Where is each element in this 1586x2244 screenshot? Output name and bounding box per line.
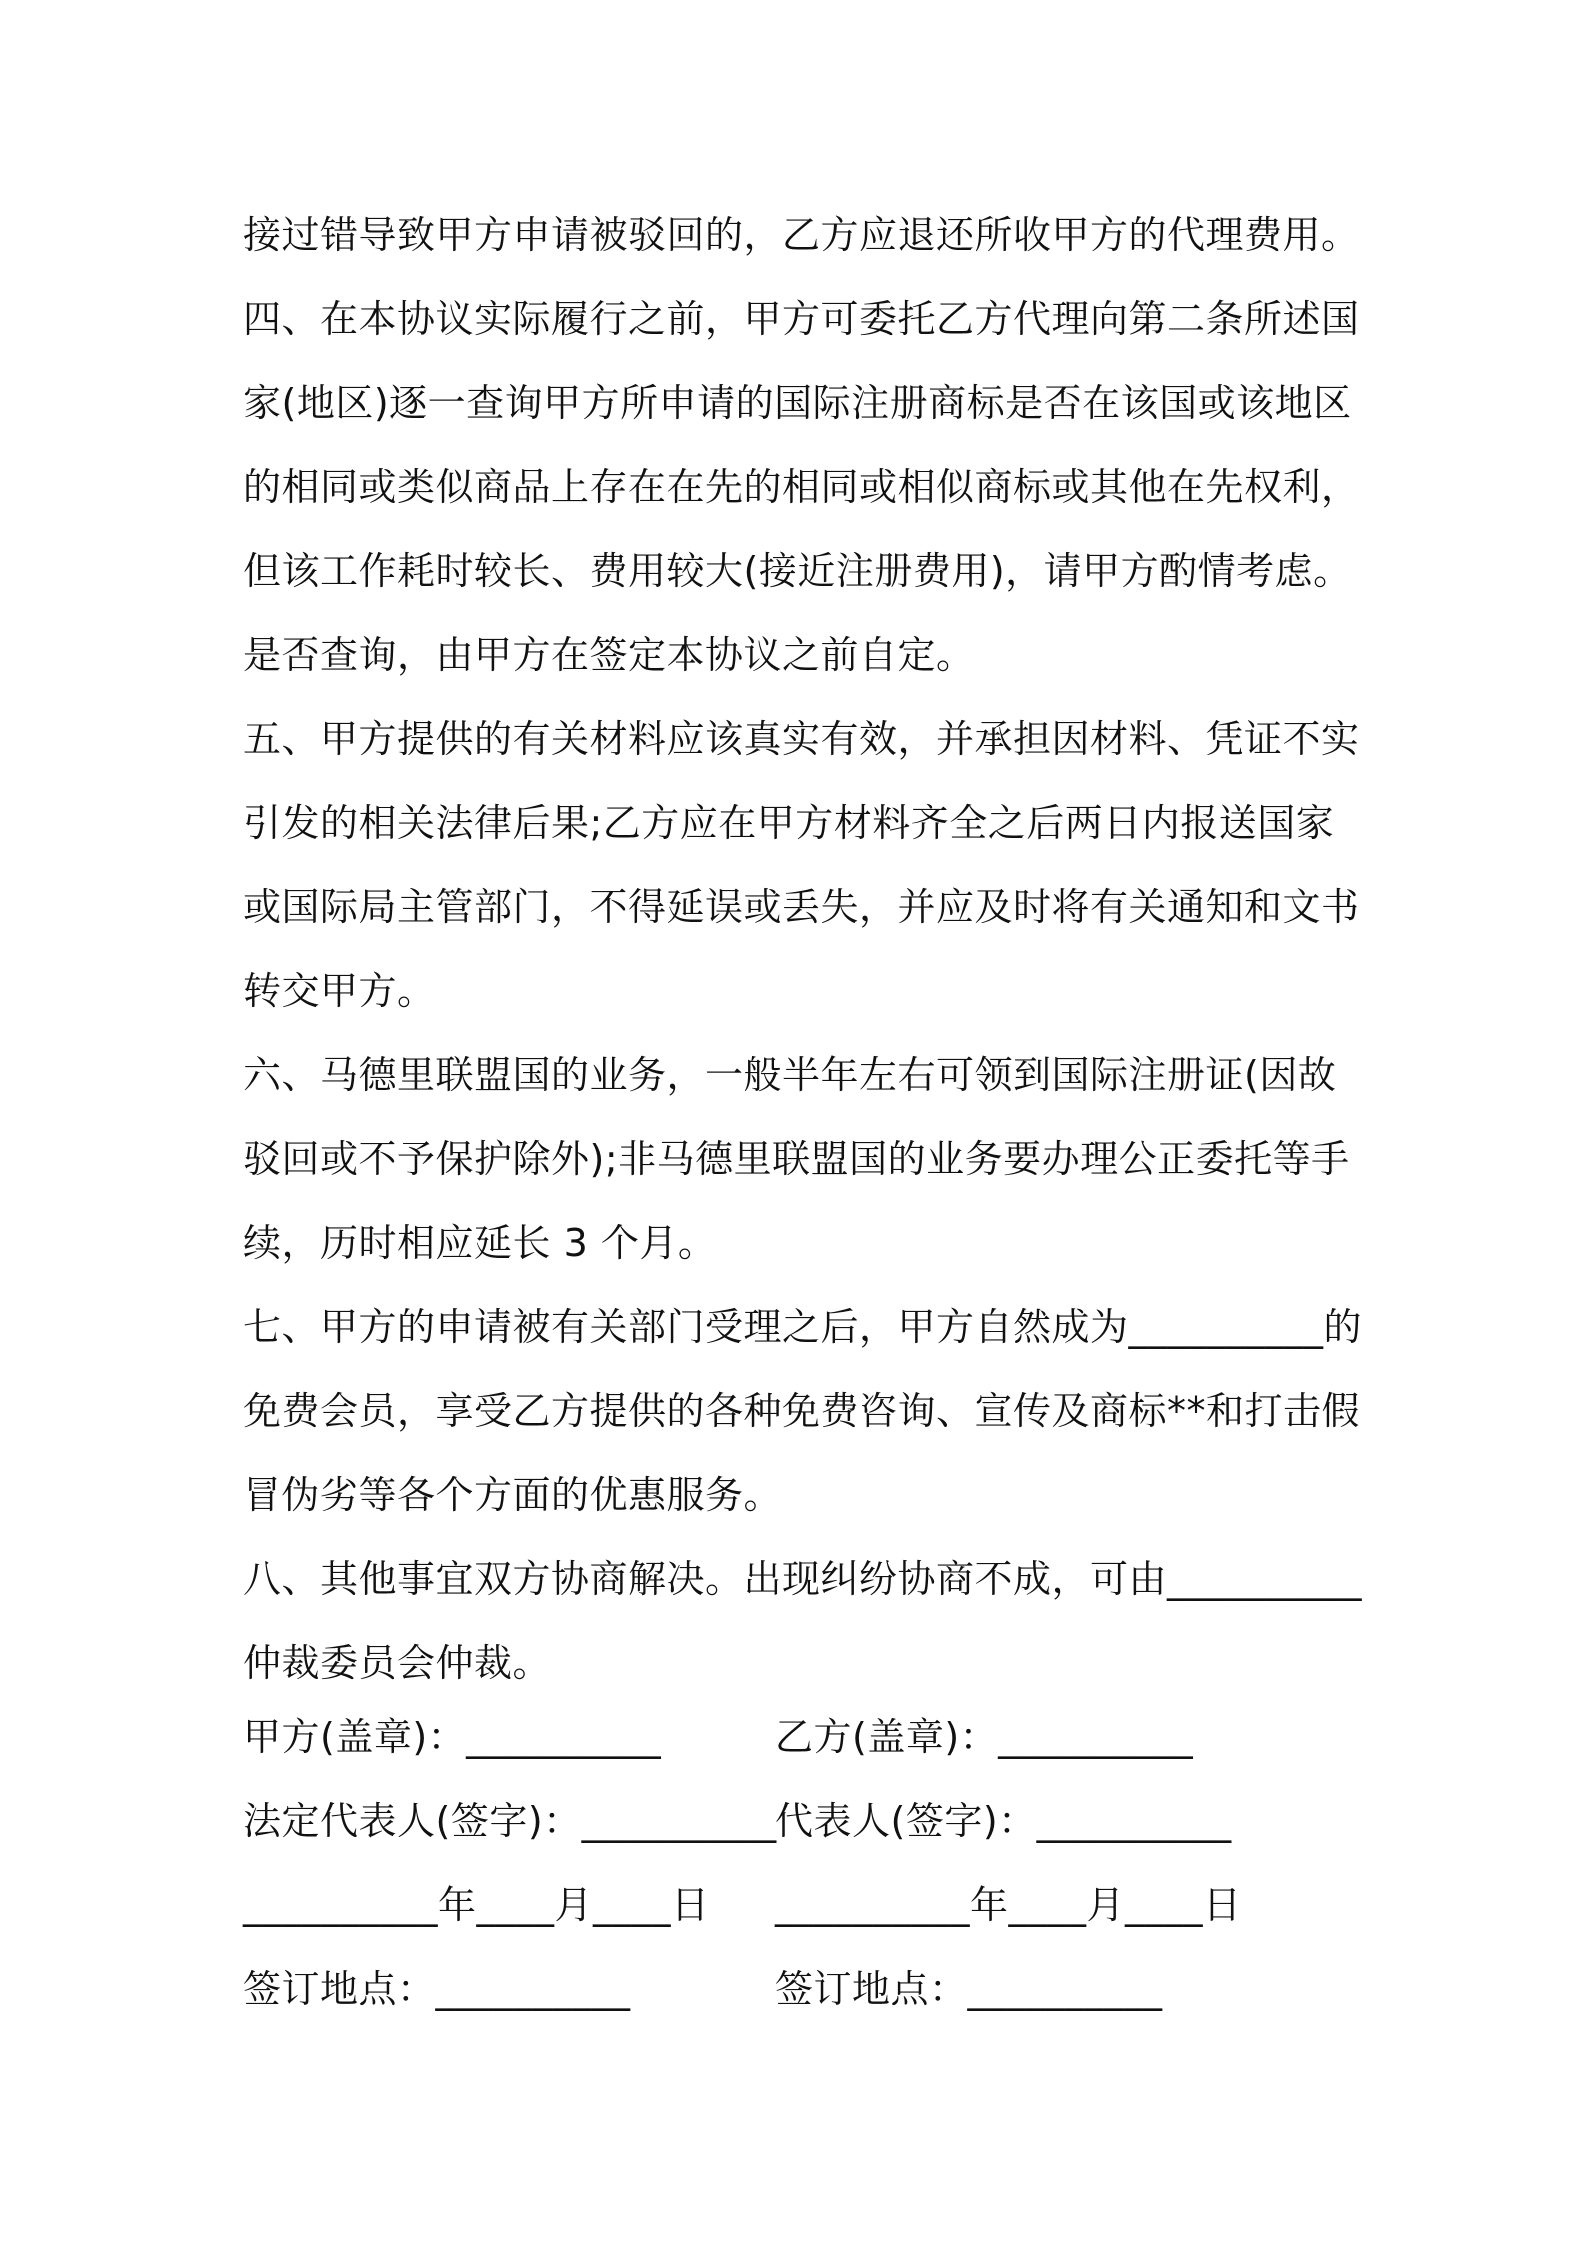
party-b-date: __________年____月____日: [775, 1883, 1242, 1927]
party-a-date: __________年____月____日: [243, 1883, 710, 1927]
party-a-place: 签订地点：__________: [243, 1967, 631, 2011]
paragraph-clause-7: 七、甲方的申请被有关部门受理之后，甲方自然成为__________的免费会员，享受乙方提供的各种免费咨询、宣传及商标**和打击假冒伪劣等各个方面的优惠服务。: [243, 1305, 1363, 1517]
paragraph-clause-6: 六、马德里联盟国的业务，一般半年左右可领到国际注册证(因故驳回或不予保护除外);非马德里联盟国的业务要办理公正委托等手续，历时相应延长 3 个月。: [243, 1053, 1350, 1265]
party-b-seal: 乙方(盖章)：__________: [775, 1715, 1194, 1759]
signature-row-date: [243, 1863, 1363, 1947]
paragraph-clause-8: 八、其他事宜双方协商解决。出现纠纷协商不成，可由__________仲裁委员会仲裁。: [243, 1557, 1363, 1685]
paragraph-continuation: 接过错导致甲方申请被驳回的，乙方应退还所收甲方的代理费用。: [243, 213, 1360, 257]
paragraph-clause-4: 四、在本协议实际履行之前，甲方可委托乙方代理向第二条所述国家(地区)逐一查询甲方所申请的国际注册商标是否在该国或该地区的相同或类似商品上存在在先的相同或相似商标或其他在先权利，但该工作耗时较长、费用较大(接近注册费用)，请甲方酌情考虑。是否查询，由甲方在签定本协议之前自定。: [243, 297, 1360, 677]
signature-block: [243, 1695, 1363, 2031]
document-body: [243, 193, 1363, 1705]
signature-row-place: [243, 1947, 1363, 2031]
party-a-representative: 法定代表人(签字)：__________: [243, 1799, 777, 1843]
signature-row-seal: [243, 1695, 1363, 1779]
paragraph-clause-5: 五、甲方提供的有关材料应该真实有效，并承担因材料、凭证不实引发的相关法律后果;乙方应在甲方材料齐全之后两日内报送国家或国际局主管部门，不得延误或丢失，并应及时将有关通知和文书转交甲方。: [243, 717, 1360, 1013]
signature-row-representative: [243, 1779, 1363, 1863]
party-b-representative: 代表人(签字)：__________: [775, 1799, 1232, 1843]
party-b-place: 签订地点：__________: [775, 1967, 1163, 2011]
party-a-seal: 甲方(盖章)：__________: [243, 1715, 662, 1759]
